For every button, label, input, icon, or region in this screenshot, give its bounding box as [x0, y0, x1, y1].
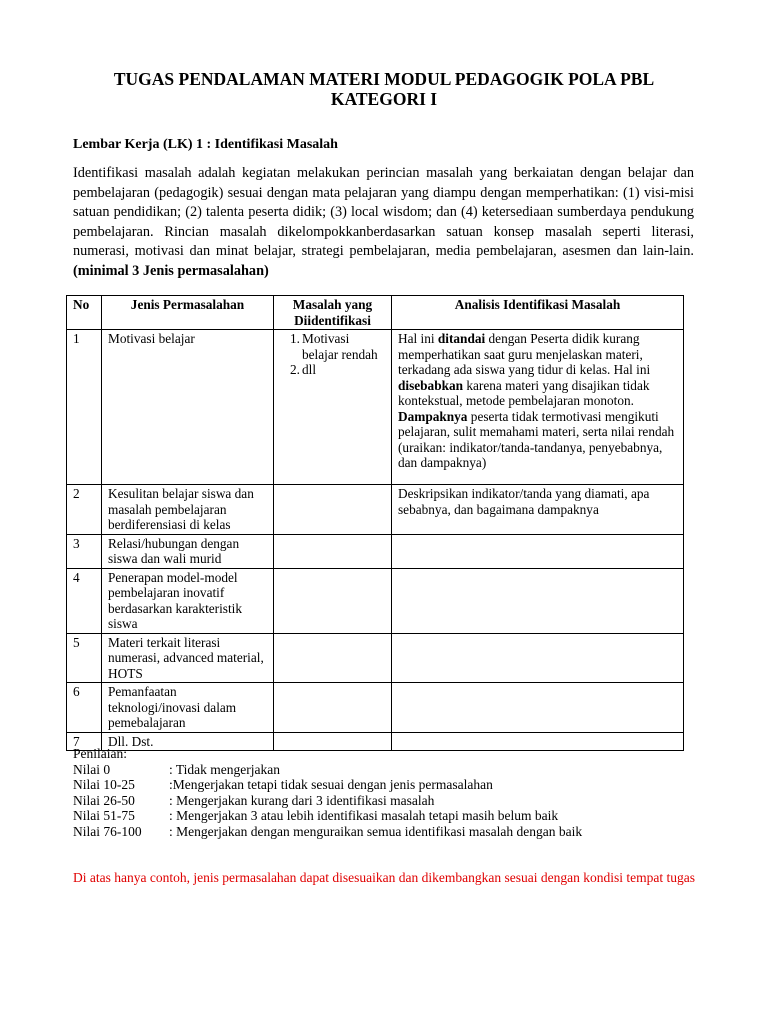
row-jenis: Pemanfaatan teknologi/inovasi dalam pemebalajaran [102, 683, 274, 733]
row-masalah [274, 534, 392, 568]
header-analisis: Analisis Identifikasi Masalah [392, 296, 684, 330]
header-no: No [67, 296, 102, 330]
grading-label: Nilai 10-25 [73, 777, 135, 792]
row-analisis: Deskripsikan indikator/tanda yang diamati, apa sebabnya, dan bagaimana dampaknya [392, 485, 684, 535]
grading-description: : Mengerjakan dengan menguraikan semua identifikasi masalah dengan baik [169, 823, 583, 839]
list-item-number: 2. [290, 362, 300, 377]
list-item [290, 362, 385, 378]
intro-text: Identifikasi masalah adalah kegiatan melakukan perincian masalah yang berkaiatan dengan belajar dan pembelajaran (pedagogik) sesuai dengan mata pelajaran yang diampu dengan memperhatikan: (1) visi-misi satuan pendidikan; (2) talenta peserta didik; (3) local wisdom; dan (4) ketersediaan sumberdaya pendukung pembelajaran. Rincian masalah dikelompokkanberdasarkan satuan konsep masalah seperti literasi, numerasi, motivasi dan minat belajar, strategi pembelajaran, media pembelajaran, asesmen dan lain-lain. [73, 165, 694, 259]
row-jenis: Kesulitan belajar siswa dan masalah pembelajaran berdiferensiasi di kelas [102, 485, 274, 535]
grading-row [73, 762, 582, 778]
analisis-guidance: (uraikan: indikator/tanda-tandanya, penyebabnya, dan dampaknya) [398, 439, 663, 470]
table-row [67, 683, 684, 733]
row-jenis: Materi terkait literasi numerasi, advanced material, HOTS [102, 633, 274, 683]
table-row [67, 534, 684, 568]
grading-description: : Tidak mengerjakan [169, 761, 280, 777]
row-masalah [274, 485, 392, 535]
table-row [67, 633, 684, 683]
table-header-row [67, 296, 684, 330]
list-item-number: 1. [290, 331, 300, 346]
row-jenis: Motivasi belajar [102, 330, 274, 485]
intro-emphasis: (minimal 3 Jenis permasalahan) [73, 262, 269, 279]
row-number: 3 [67, 534, 102, 568]
row-jenis: Relasi/hubungan dengan siswa dan wali murid [102, 534, 274, 568]
grading-label: Nilai 76-100 [73, 823, 142, 839]
grading-heading: Penilaian: [73, 746, 127, 761]
row-number: 7 [67, 732, 102, 751]
analisis-keyword-disebabkan: disebabkan [398, 377, 464, 393]
list-item [290, 331, 385, 362]
header-jenis: Jenis Permasalahan [102, 296, 274, 330]
row-analisis [392, 568, 684, 633]
grading-row [73, 777, 582, 793]
row-analisis [392, 683, 684, 733]
lk-label: Lembar Kerja (LK) 1 : Identifikasi Masalah [73, 137, 338, 152]
analisis-keyword-ditandai: ditandai [437, 331, 486, 346]
grading-row [73, 793, 582, 809]
row-analisis [392, 330, 684, 485]
row-masalah [274, 568, 392, 633]
row-masalah [274, 633, 392, 683]
row-number: 4 [67, 568, 102, 633]
row-masalah [274, 683, 392, 733]
row-number: 1 [67, 330, 102, 485]
row-jenis: Dll. Dst. [102, 732, 274, 751]
header-masalah: Masalah yang Diidentifikasi [274, 296, 392, 330]
row-jenis: Penerapan model-model pembelajaran inovatif berdasarkan karakteristik siswa [102, 568, 274, 633]
identification-table [66, 295, 684, 751]
row-analisis [392, 534, 684, 568]
lk-heading [73, 136, 338, 153]
title-line-1: TUGAS PENDALAMAN MATERI MODUL PEDAGOGIK POLA PBL [113, 69, 655, 89]
analisis-text: Hal ini [398, 331, 438, 346]
table-row [67, 568, 684, 633]
row-number: 5 [67, 633, 102, 683]
grading-description: :Mengerjakan tetapi tidak sesuai dengan jenis permasalahan [169, 777, 493, 792]
row-number: 2 [67, 485, 102, 535]
title-line-2: KATEGORI I [330, 89, 438, 109]
analisis-text: dengan Peserta didik kurang memperhatikan saat guru menjelaskan materi, terkadang ada siswa yang tidur di kelas. Hal ini [398, 331, 651, 377]
red-note: Di atas hanya contoh, jenis permasalahan dapat disesuaikan dan dikembangkan sesuai dengan kondisi tempat tugas [73, 870, 695, 885]
list-item-text: Motivasi belajar rendah [302, 331, 378, 362]
row-masalah [274, 330, 392, 485]
grading-section [73, 746, 582, 839]
document-title [60, 69, 708, 109]
grading-label: Nilai 0 [73, 761, 111, 777]
grading-row [73, 808, 582, 824]
row-analisis [392, 633, 684, 683]
intro-paragraph [73, 164, 694, 281]
table-row [67, 485, 684, 535]
grading-description: : Mengerjakan kurang dari 3 identifikasi masalah [169, 792, 435, 808]
grading-label: Nilai 26-50 [73, 792, 135, 808]
list-item-text: dll [302, 362, 317, 377]
table-row [67, 330, 684, 485]
grading-label: Nilai 51-75 [73, 808, 135, 823]
grading-row [73, 824, 582, 840]
grading-description: : Mengerjakan 3 atau lebih identifikasi masalah tetapi masih belum baik [169, 808, 559, 823]
analisis-keyword-dampaknya: Dampaknya [398, 408, 468, 424]
masalah-list [280, 331, 385, 378]
row-number: 6 [67, 683, 102, 733]
analisis-text: karena materi yang disajikan tidak kontekstual, metode pembelajaran monoton. [398, 377, 650, 408]
analisis-text: peserta tidak termotivasi mengikuti pelajaran, sulit memahami materi, serta nilai rendah [398, 408, 675, 439]
